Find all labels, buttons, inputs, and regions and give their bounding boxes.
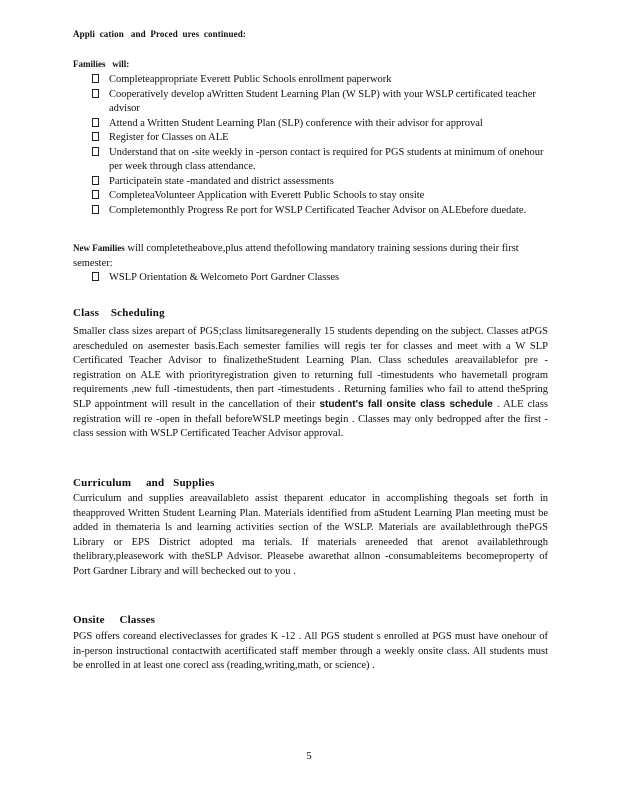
checkbox-bullet-icon — [92, 272, 99, 281]
list-item: Register for Classes on ALE — [92, 131, 547, 146]
new-families-list — [92, 271, 547, 286]
new-families-paragraph — [73, 241, 543, 271]
section-title-curriculum-supplies: Curriculum and Supplies — [73, 477, 215, 489]
section-body-class-scheduling: Smaller class sizes arepart of PGS;class limitsaregenerally 15 students depending on the subject. Classes atPGS arescheduled on asemester basis.Each semester families will regis ter for classes and meet with a W SLP Certificated Teacher Advisor to finalizetheStudent Learning Plan. Class schedules areavailablefor pre -registration on ALE with priorityregistration given to returning full -timestudents who havemetall program requirements ,new full -timestudents, then part -timestudents . Returning families who fail to attend theSpring SLP appointment will result in the cancellation of their student's fall onsite class schedule . ALE class registration will re -open in thefall beforeWSLP meetings begin . Classes may only bedropped after the first -class session with WSLP Certificated Teacher Advisor approval. — [73, 326, 548, 440]
list-item: Understand that on -site weekly in -person contact is required for PGS students at minimum of onehour per week through class attendance. — [92, 146, 547, 175]
new-families-label: New Families — [73, 243, 125, 253]
section-body-curriculum-supplies: Curriculum and supplies areavailableto assist theparent educator in accomplishing thegoals set forth in theapproved Written Student Learning Plan. Materials identified from aStudent Learning Plan meeting must be added in themateria ls and learning activities section of the WSLP. Materials are availablethrough thePGS Library or EPS District adopted ma terials. If materials areneeded that arenot availablethrough thelibrary,pleasework with theSLP Advisor. Pleasebe awarethat allnon -consumableitems becomeproperty of Port Gardner Library and will bechecked out to you . — [73, 493, 548, 577]
checkbox-bullet-icon — [92, 89, 99, 98]
list-item: CompleteaVolunteer Application with Everett Public Schools to stay onsite — [92, 189, 547, 204]
checkbox-bullet-icon — [92, 176, 99, 185]
checkbox-bullet-icon — [92, 132, 99, 141]
section-title-onsite-classes: Onsite Classes — [73, 614, 156, 626]
list-item: Participatein state -mandated and district assessments — [92, 175, 547, 190]
checkbox-bullet-icon — [92, 190, 99, 199]
list-item: WSLP Orientation & Welcometo Port Gardner Classes — [92, 271, 547, 286]
families-label: Families will: — [73, 59, 130, 69]
page-number: 5 — [306, 750, 312, 762]
families-requirements-list — [92, 73, 547, 218]
list-item: Attend a Written Student Learning Plan (SLP) conference with their advisor for approval — [92, 117, 547, 132]
list-item: Completemonthly Progress Re port for WSLP Certificated Teacher Advisor on ALEbefore duedate. — [92, 204, 547, 219]
checkbox-bullet-icon — [92, 205, 99, 214]
list-item: Completeappropriate Everett Public Schools enrollment paperwork — [92, 73, 547, 88]
checkbox-bullet-icon — [92, 118, 99, 127]
continued-heading: Appli cation and Proced ures continued: — [73, 29, 246, 39]
checkbox-bullet-icon — [92, 147, 99, 156]
new-families-text: will completetheabove,plus attend thefollowing mandatory training sessions during their first semester: — [73, 243, 519, 269]
section-title-class-scheduling: Class Scheduling — [73, 307, 165, 319]
section-body-onsite-classes: PGS offers coreand electiveclasses for grades K -12 . All PGS student s enrolled at PGS must have onehour of in-person instructional contactwith acertificated staff member through a weekly onsite class. All students must be enrolled in at least one corecl ass (reading,writing,math, or science) . — [73, 631, 548, 672]
checkbox-bullet-icon — [92, 74, 99, 83]
list-item: Cooperatively develop aWritten Student Learning Plan (W SLP) with your WSLP certificated teacher advisor — [92, 88, 547, 117]
emphasis-text: student's fall onsite class schedule — [319, 398, 493, 410]
